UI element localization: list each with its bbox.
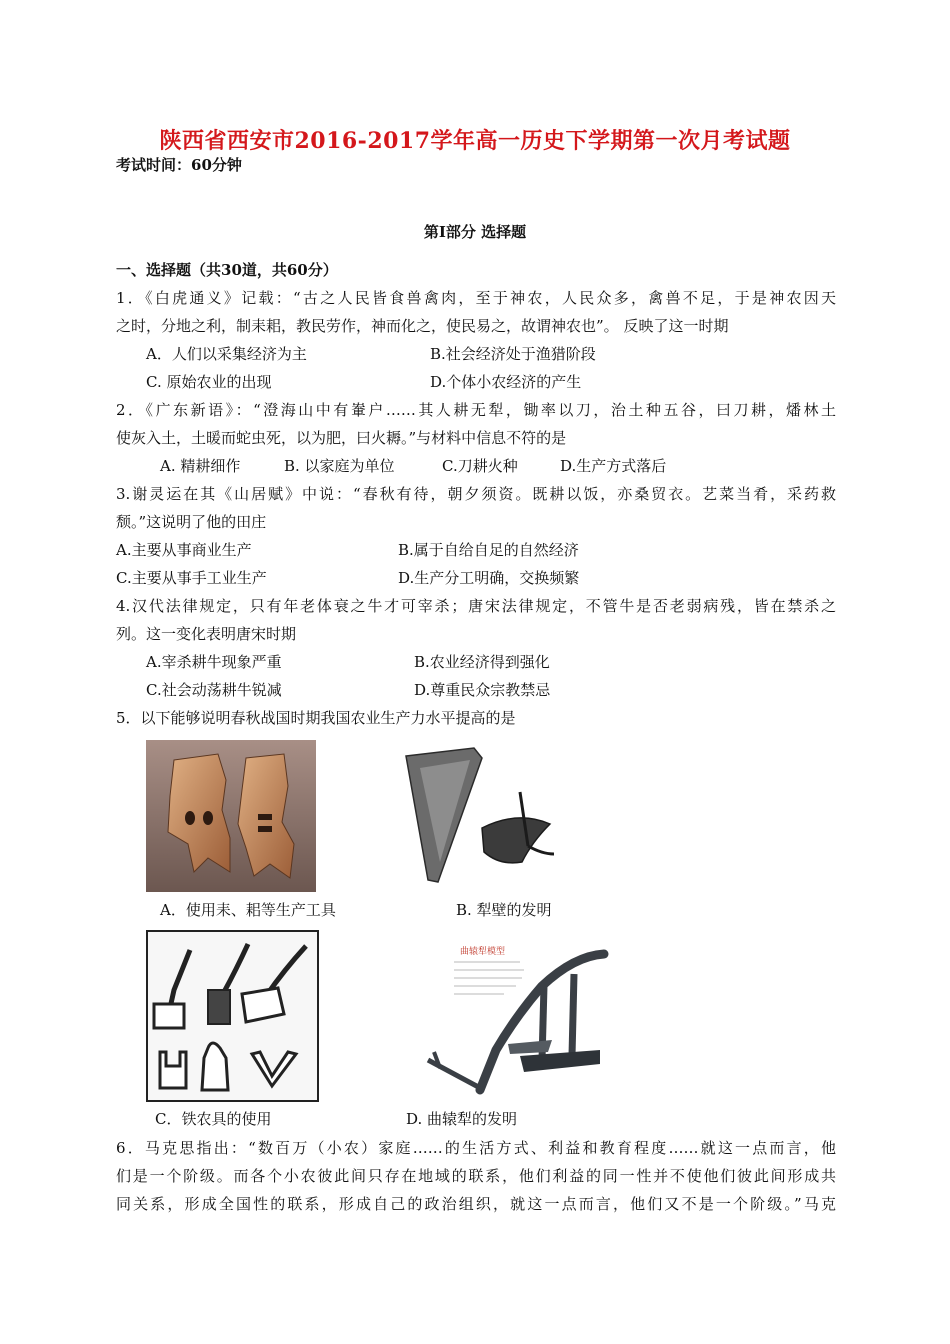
question-4-line-2: 列。这一变化表明唐宋时期 <box>116 625 297 643</box>
question-5-stem: 5．以下能够说明春秋战国时期我国农业生产力水平提高的是 <box>116 709 516 727</box>
question-1-option-b: B.社会经济处于渔猎阶段 <box>430 345 596 363</box>
question-3-option-c: C.主要从事手工业生产 <box>116 569 267 587</box>
question-2-option-a: A. 精耕细作 <box>160 457 241 475</box>
figure-a-bone-tools-image <box>146 740 316 892</box>
question-3-line-1: 3.谢灵运在其《山居赋》中说：“春秋有待，朝夕须资。既耕以饭，亦桑贸衣。艺菜当肴，采药救 <box>116 485 836 503</box>
question-4-option-b: B.农业经济得到强化 <box>414 653 550 671</box>
figure-d-caption: D. 曲辕犁的发明 <box>406 1110 518 1128</box>
question-3-option-d: D.生产分工明确，交换频繁 <box>398 569 580 587</box>
question-2-option-d: D.生产方式落后 <box>560 457 667 475</box>
exam-time: 考试时间：60分钟 <box>116 156 242 174</box>
question-4-line-1: 4.汉代法律规定，只有年老体衰之牛才可宰杀；唐宋法律规定，不管牛是否老弱病残，皆在禁杀之 <box>116 597 836 615</box>
figure-d-curved-plough-image <box>424 940 620 1100</box>
question-4-option-a: A.宰杀耕牛现象严重 <box>146 653 282 671</box>
question-2-option-c: C.刀耕火种 <box>442 457 518 475</box>
figure-b-mouldboard-image <box>400 742 560 892</box>
question-1-option-c: C. 原始农业的出现 <box>146 373 272 391</box>
question-1-option-a: A．人们以采集经济为主 <box>146 345 307 363</box>
figure-c-caption: C．铁农具的使用 <box>155 1110 272 1128</box>
question-1-line-1: 1．《白虎通义》记载：“古之人民皆食兽禽肉，至于神农，人民众多，禽兽不足，于是神农因天 <box>116 289 836 307</box>
figure-a-caption: A．使用耒、耜等生产工具 <box>160 901 336 919</box>
question-4-option-c: C.社会动荡耕牛锐减 <box>146 681 282 699</box>
question-2-option-b: B. 以家庭为单位 <box>284 457 395 475</box>
figure-c-iron-tools-image <box>146 930 319 1102</box>
exam-title: 陕西省西安市2016-2017学年高一历史下学期第一次月考试题 <box>159 128 791 154</box>
question-3-option-a: A.主要从事商业生产 <box>116 541 252 559</box>
question-2-line-2: 使灰入土，土暖而蛇虫死，以为肥，曰火耨。”与材料中信息不符的是 <box>116 429 567 447</box>
question-3-option-b: B.属于自给自足的自然经济 <box>398 541 579 559</box>
question-4-option-d: D.尊重民众宗教禁忌 <box>414 681 551 699</box>
question-6-line-3: 同关系，形成全国性的联系，形成自己的政治组织，就这一点而言，他们又不是一个阶级。”马克 <box>116 1195 836 1213</box>
question-1-line-2: 之时，分地之利，制耒耜，教民劳作，神而化之，使民易之，故谓神农也”。 反映了这一时期 <box>116 317 729 335</box>
question-6-line-2: 们是一个阶级。而各个小农彼此间只存在地域的联系，他们利益的同一性并不使他们彼此间形成共 <box>116 1167 836 1185</box>
question-2-line-1: 2．《广东新语》：“澄海山中有輋户……其人耕无犁，锄率以刀，治土种五谷，曰刀耕，燔林土 <box>116 401 836 419</box>
question-6-line-1: 6．马克思指出：“数百万（小农）家庭……的生活方式、利益和教育程度……就这一点而言，他 <box>116 1139 836 1157</box>
part-title: 第I部分 选择题 <box>423 223 527 241</box>
section-title: 一、选择题（共30道，共60分） <box>116 261 338 279</box>
figure-d-label: 曲辕犁模型 <box>460 947 506 957</box>
figure-b-caption: B. 犁壁的发明 <box>456 901 552 919</box>
question-3-line-2: 颓。”这说明了他的田庄 <box>116 513 267 531</box>
question-1-option-d: D.个体小农经济的产生 <box>430 373 582 391</box>
